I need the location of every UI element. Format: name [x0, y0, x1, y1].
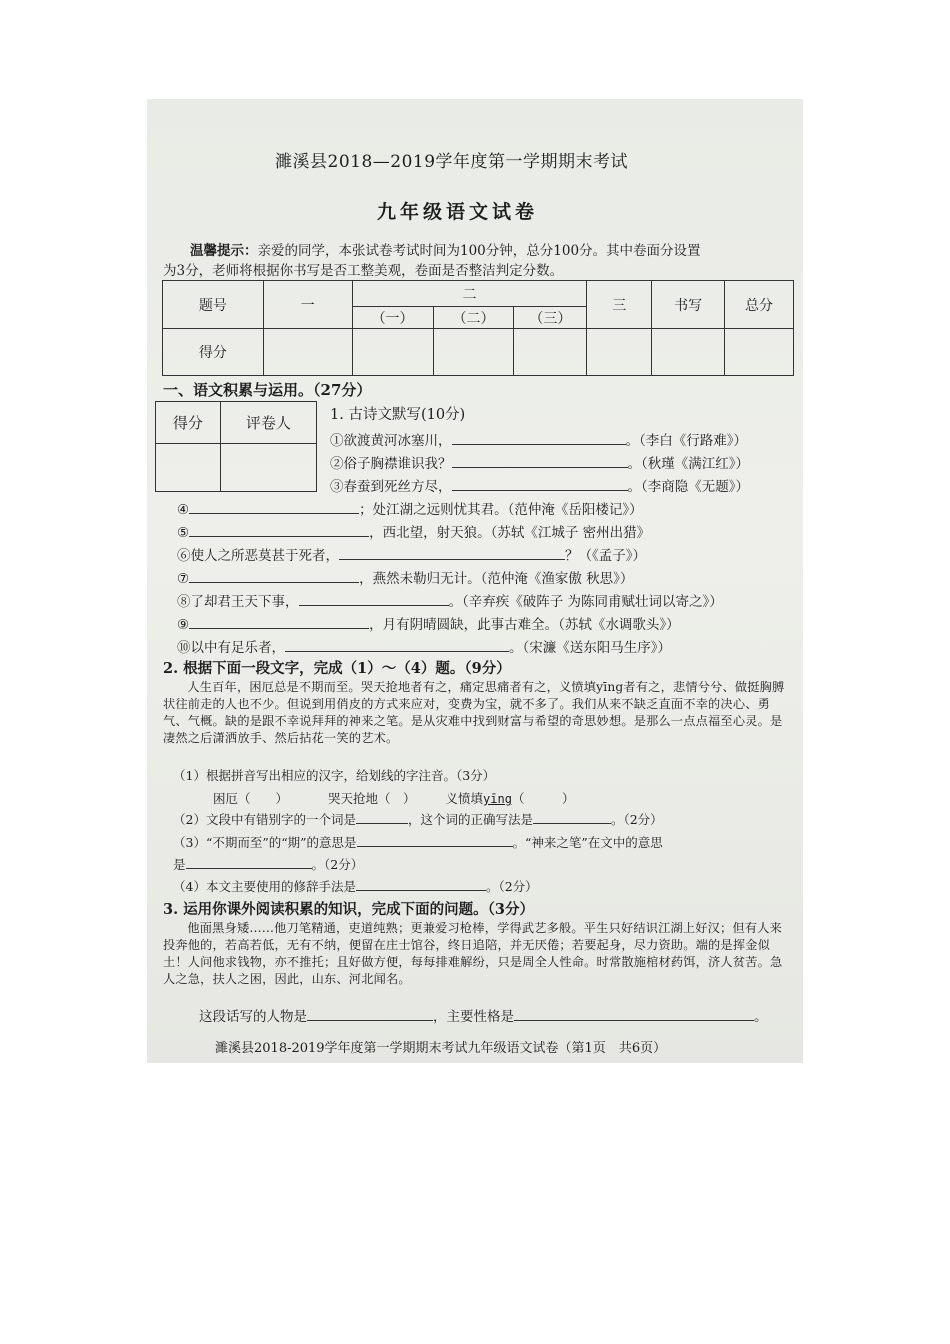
answer-blank[interactable]: [299, 593, 449, 606]
answer-blank[interactable]: [357, 834, 513, 847]
score-cell[interactable]: [514, 329, 587, 376]
q1-item: ②俗子胸襟谁识我？ 。（秋瑾《满江红》）: [330, 456, 749, 472]
answer-blank[interactable]: [452, 455, 628, 468]
q1-item: ⑧了却君王天下事， 。（辛弃疾《破阵子 为陈同甫赋壮词以寄之》）: [177, 594, 723, 610]
score-col-3: 三: [587, 281, 652, 329]
score-cell[interactable]: [352, 329, 433, 376]
exam-title: 濉溪县2018—2019学年度第一学期期末考试: [275, 152, 629, 172]
grader-score-label: 得分: [156, 402, 221, 444]
section1-heading: 一、语文积累与运用。（27分）: [163, 381, 372, 399]
answer-blank[interactable]: [186, 856, 312, 869]
q2-sub3: （3）“不期而至”的“期”的意思是 。“神来之笔”在文中的意思: [173, 835, 663, 850]
page-footer: 濉溪县2018-2019学年度第一学期期末考试九年级语文试卷（第1页 共6页）: [215, 1041, 667, 1056]
q2-title: 2. 根据下面一段文字，完成（1）～（4）题。（9分）: [163, 660, 511, 677]
q1-title: 1. 古诗文默写(10分): [330, 407, 466, 423]
q1-item: ⑩以中有足乐者， 。（宋濂《送东阳马生序》）: [177, 640, 671, 656]
score-col-2-sub-3: （三）: [514, 307, 587, 329]
score-col-5: 总分: [725, 281, 794, 329]
notice-label: 温馨提示：: [190, 243, 258, 259]
exam-paper: [147, 99, 803, 1063]
q1-item: ①欲渡黄河冰塞川， 。（李白《行路难》）: [330, 433, 747, 449]
answer-blank[interactable]: [189, 524, 369, 537]
q2-sub1-items: 困厄（ ） 哭天抢地（ ） 义愤填yīng（ ）: [213, 791, 575, 806]
notice-text-1: 亲爱的同学，本张试卷考试时间为100分钟，总分100分。其中卷面分设置: [257, 243, 701, 259]
score-col-2-sub-2: （二）: [433, 307, 514, 329]
notice-line-1: [163, 239, 701, 259]
answer-blank[interactable]: [285, 639, 509, 652]
q2-sub2: （2）文段中有错别字的一个词是 ，这个词的正确写法是 。（2分）: [173, 812, 663, 827]
q3-title: 3. 运用你课外阅读积累的知识，完成下面的问题。（3分）: [163, 901, 535, 918]
answer-blank[interactable]: [339, 547, 565, 560]
score-table-row-label: 得分: [163, 329, 264, 376]
answer-blank[interactable]: [356, 878, 486, 891]
exam-subtitle: 九年级语文试卷: [377, 201, 539, 223]
score-cell[interactable]: [587, 329, 652, 376]
answer-blank[interactable]: [307, 1008, 433, 1021]
q3-passage: 他面黑身矮……他刀笔精通，吏道纯熟；更兼爱习枪棒，学得武艺多般。平生只好结识江湖上好汉；但有人来投奔他的，若高若低，无有不纳，便留在庄士馆谷，终日追陪，并无厌倦；若要起身，尽力资助。端的是挥金似土！人问他求钱物，亦不推托；且好做方便，每每排难解纷，只是周全人性命。时常散施棺材药饵，济人贫苦。急人之急，扶人之困，因此，山东、河北闻名。: [163, 921, 783, 986]
answer-blank[interactable]: [189, 570, 359, 583]
score-cell[interactable]: [433, 329, 514, 376]
score-table-header-label: 题号: [163, 281, 264, 329]
score-cell[interactable]: [263, 329, 352, 376]
q1-item: ⑥使人之所恶莫甚于死者， ？（《孟子》）: [177, 548, 646, 564]
answer-blank[interactable]: [452, 432, 626, 445]
grader-reviewer-label: 评卷人: [220, 402, 316, 444]
q1-item: ⑤ ，西北望，射天狼。（苏轼《江城子 密州出猎》: [177, 525, 651, 541]
q1-item: ④ ；处江湖之远则忧其君。（范仲淹《岳阳楼记》）: [177, 502, 643, 518]
score-col-4: 书写: [652, 281, 725, 329]
q2-sub4: （4）本文主要使用的修辞手法是 。（2分）: [173, 879, 538, 894]
score-table: [162, 280, 794, 376]
pinyin-underlined: yīng: [483, 792, 512, 806]
score-cell[interactable]: [652, 329, 725, 376]
score-col-1: 一: [263, 281, 352, 329]
answer-blank[interactable]: [189, 616, 369, 629]
q2-sub1: （1）根据拼音写出相应的汉字，给划线的字注音。（3分）: [173, 768, 496, 783]
answer-blank[interactable]: [533, 811, 611, 824]
q2-sub3-line2: 是 。（2分）: [173, 857, 364, 872]
answer-blank[interactable]: [189, 501, 359, 514]
answer-blank[interactable]: [356, 811, 408, 824]
score-col-2-sub-1: （一）: [352, 307, 433, 329]
q3-answer: 这段话写的人物是 ，主要性格是 。: [199, 1009, 768, 1025]
grader-table: [155, 401, 317, 492]
grader-score-cell[interactable]: [156, 444, 221, 492]
score-col-2: 二: [352, 281, 587, 307]
score-cell[interactable]: [725, 329, 794, 376]
q1-item: ⑦ ，燕然未勒归无计。（范仲淹《渔家傲 秋思》）: [177, 571, 634, 587]
grader-reviewer-cell[interactable]: [220, 444, 316, 492]
q1-item: ③春蚕到死丝方尽， 。（李商隐《无题》）: [330, 479, 749, 495]
answer-blank[interactable]: [452, 478, 628, 491]
q2-passage: 人生百年，困厄总是不期而至。哭天抢地者有之，痛定思痛者有之，义愤填yīng者有之，悲情兮兮、做挺胸膊状往前走的人也不少。但说到用俏皮的方式来应对，变费为宝，就不多了。我们从来不缺乏直面不幸的决心、勇气、气概。缺的是跟不幸说拜拜的神来之笔。是从灾难中找到财富与希望的奇思妙想。是那么一点点福至心灵。是凄然之后潇洒放手、然后拈花一笑的艺术。: [163, 680, 785, 745]
q1-item: ⑨ ，月有阴晴圆缺，此事古难全。（苏轼《水调歌头》）: [177, 617, 680, 633]
answer-blank[interactable]: [514, 1008, 754, 1021]
notice-line-2: 为3分，老师将根据你书写是否工整美观，卷面是否整洁判定分数。: [163, 263, 564, 279]
